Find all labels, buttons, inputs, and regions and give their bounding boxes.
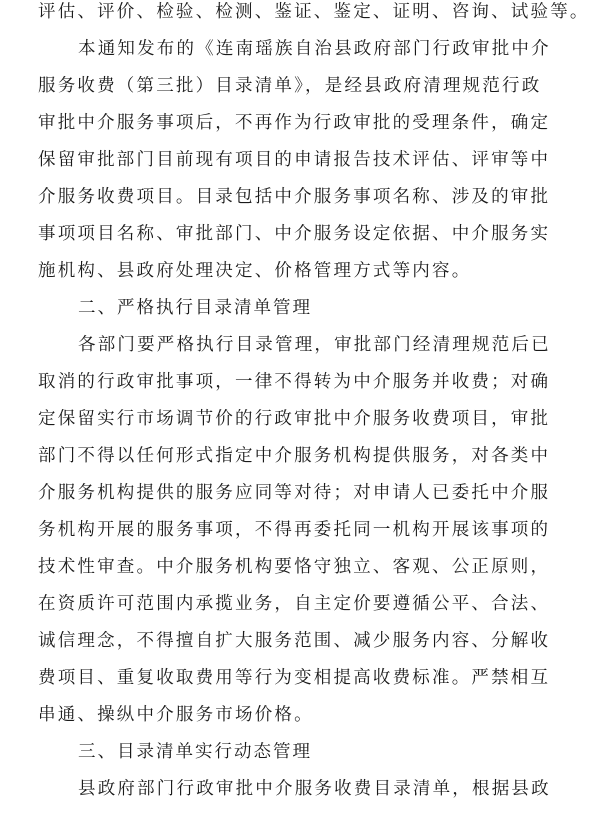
text-line: 部门不得以任何形式指定中介服务机构提供服务，对各类中 xyxy=(38,446,551,466)
text-line: 施机构、县政府处理决定、价格管理方式等内容。 xyxy=(38,261,472,281)
paragraph-start: 县政府部门行政审批中介服务收费目录清单，根据县政 xyxy=(78,779,551,799)
text-line: 取消的行政审批事项，一律不得转为中介服务并收费；对确 xyxy=(38,372,551,392)
text-line: 务机构开展的服务事项，不得再委托同一机构开展该事项的 xyxy=(38,520,551,540)
text-line: 介服务收费项目。目录包括中介服务事项名称、涉及的审批 xyxy=(38,187,551,207)
section-heading-2: 二、严格执行目录清单管理 xyxy=(78,298,312,318)
text-line: 串通、操纵中介服务市场价格。 xyxy=(38,705,314,725)
paragraph-start: 本通知发布的《连南瑶族自治县政府部门行政审批中介 xyxy=(78,39,551,59)
paragraph-start: 各部门要严格执行目录管理，审批部门经清理规范后已 xyxy=(78,335,551,355)
text-line: 介服务机构提供的服务应同等对待；对申请人已委托中介服 xyxy=(38,483,551,503)
text-line: 审批中介服务事项后，不再作为行政审批的受理条件，确定 xyxy=(38,113,551,133)
text-line: 费项目、重复收取费用等行为变相提高收费标准。严禁相互 xyxy=(38,668,551,688)
section-heading-3: 三、目录清单实行动态管理 xyxy=(78,742,312,762)
text-line: 在资质许可范围内承揽业务，自主定价要遵循公平、合法、 xyxy=(38,594,551,614)
text-line: 事项项目名称、审批部门、中介服务设定依据、中介服务实 xyxy=(38,224,551,244)
text-line: 服务收费（第三批）目录清单》，是经县政府清理规范行政 xyxy=(38,76,542,96)
text-line: 定保留实行市场调节价的行政审批中介服务收费项目，审批 xyxy=(38,409,551,429)
text-line: 保留审批部门目前现有项目的申请报告技术评估、评审等中 xyxy=(38,150,551,170)
text-line: 技术性审查。中介服务机构要恪守独立、客观、公正原则， xyxy=(38,557,551,577)
text-line: 诚信理念，不得擅自扩大服务范围、减少服务内容、分解收 xyxy=(38,631,551,651)
text-line: 评估、评价、检验、检测、鉴证、鉴定、证明、咨询、试验等。 xyxy=(38,2,590,22)
